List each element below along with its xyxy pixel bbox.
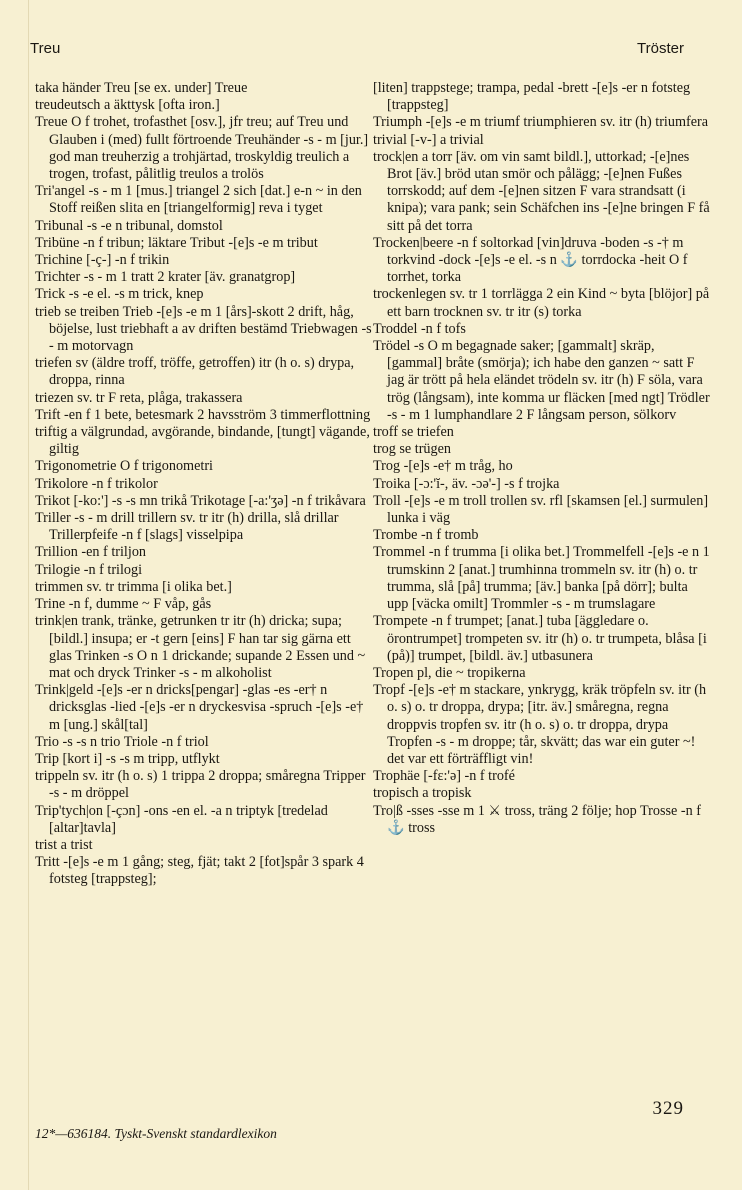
dictionary-entry: Tritt -[e]s -e m 1 gång; steg, fjät; takt 2 [fot]spår 3 spark 4 fotsteg [trappsteg]; xyxy=(35,854,364,888)
dictionary-entry: trockenlegen sv. tr 1 torrlägga 2 ein Kind ~ byta [blöjor] på ett barn trocknen sv. tr itr (s) torka xyxy=(373,286,710,320)
dictionary-entry: Trillion -en f triljon xyxy=(35,544,147,561)
dictionary-entry: trog se trügen xyxy=(373,441,452,458)
dictionary-entry: trock|en a torr [äv. om vin samt bildl.], uttorkad; -[e]nes Brot [äv.] bröd utan smör och pålägg; -[e]nen Fußes torrskodd; auf dem -[e]nen sitzen F vara strandsatt (i knipa); vara pank; sein Schäfchen ins -[e]ne bringen F få sitt på det torra xyxy=(373,148,710,234)
right-column xyxy=(373,80,711,837)
dictionary-entry: Tropf -[e]s -e† m stackare, ynkrygg, kräk tröpfeln sv. itr (h o. s) o. tr droppa, drypa; [itr. äv.] småregna, regna droppvis tropfen sv. itr (h o. s) o. tr droppa, drypa Tropfen -s - m droppe; tår, skvätt; das war ein guter ~! det var ett förträffligt vin! xyxy=(373,682,707,767)
dictionary-entry: troff se triefen xyxy=(373,424,454,441)
dictionary-entry: Trift -en f 1 bete, betesmark 2 havsström 3 timmerflottning xyxy=(35,406,371,423)
dictionary-entry: Tri'angel -s - m 1 [mus.] triangel 2 sich [dat.] e-n ~ in den Stoff reißen slita en [triangelformig] reva i tyget xyxy=(35,183,362,217)
dictionary-entry: trivial [-v-] a trivial xyxy=(373,131,484,148)
page-number: 329 xyxy=(652,1098,684,1119)
dictionary-entry: Treue O f trohet, trofasthet [osv.], jfr treu; auf Treu und Glauben i (med) fullt förtroende Treuhänder -s - m [jur.] god man treuherzig a trohjärtad, troskyldig treulich a trogen, trofast, pålitlig treulos a trolös xyxy=(35,114,369,183)
dictionary-entry: Triller -s - m drill trillern sv. tr itr (h) drilla, slå drillar Trillerpfeife -n f [slags] visselpipa xyxy=(35,510,339,544)
dictionary-entry: Trompete -n f trumpet; [anat.] tuba [äggledare o. örontrumpet] trompeten sv. itr (h) o. tr trumpeta, blåsa [i (på)] trumpet, [bildl. äv.] utbasunera xyxy=(373,613,707,664)
dictionary-entry: Troddel -n f tofs xyxy=(373,320,466,337)
dictionary-entry: Trichine [-ç-] -n f trikin xyxy=(35,252,170,269)
dictionary-entry: Trikot [-ko:'] -s -s mn trikå Trikotage [-a:'ʒə] -n f trikåvara xyxy=(35,492,366,509)
print-signature-footer: 12*—636184. Tyskt-Svenskt standardlexikon xyxy=(35,1126,277,1141)
dictionary-entry: Tro|ß -sses -sse m 1 ⚔ tross, träng 2 följe; hop Trosse -n f ⚓ tross xyxy=(373,802,701,836)
dictionary-entry: Trip [kort i] -s -s m tripp, utflykt xyxy=(35,750,220,767)
dictionary-entry: Trommel -n f trumma [i olika bet.] Trommelfell -[e]s -e n 1 trumskinn 2 [anat.] trumhinna trommeln sv. itr (h) o. tr trumma, slå [på] trumma; [äv.] banka [på dörr]; bulta upp [väcka omilt] Trommler -s - m trumslagare xyxy=(373,544,710,613)
dictionary-entry: Trikolore -n f trikolor xyxy=(35,475,158,492)
dictionary-entry: taka händer Treu [se ex. under] Treue xyxy=(35,80,248,96)
dictionary-entry: trieb se treiben Trieb -[e]s -e m 1 [års]-skott 2 drift, håg, böjelse, lust triebhaft a av driften bestämd Triebwagen -s - m motorvagn xyxy=(35,303,372,355)
dictionary-entry: trink|en trank, tränke, getrunken tr itr (h) dricka; supa; [bildl.] insupa; er -t gern [eins] F han tar sig gärna ett glas Trinken -s O n 1 drickande; supande 2 Essen und ~ mat och dryck Trinker -s - m alkoholist xyxy=(35,613,366,681)
header-first-word: Treu xyxy=(30,40,61,57)
dictionary-entry: Trip'tych|on [-çɔn] -ons -en el. -a n triptyk [tredelad [altar]tavla] xyxy=(35,802,328,836)
dictionary-entry: triefen sv (äldre troff, tröffe, getroffen) itr (h o. s) drypa, droppa, rinna xyxy=(35,355,355,389)
left-column xyxy=(35,80,373,889)
dictionary-entry: Tropen pl, die ~ tropikerna xyxy=(373,664,526,681)
dictionary-entry: Troika [-ɔ:'ĭ-, äv. -ɔə'-] -s f trojka xyxy=(373,475,560,492)
dictionary-entry: Trick -s -e el. -s m trick, knep xyxy=(35,286,204,303)
dictionary-entry: Troll -[e]s -e m troll trollen sv. rfl [skamsen [el.] surmulen] lunka i väg xyxy=(373,492,709,527)
dictionary-entry: Trödel -s O m begagnade saker; [gammalt] skräp, [gammal] bråte (smörja); ich habe den ganzen ~ satt F jag är trött på hela eländet trödeln sv. itr (h) F söla, vara trög (långsam), inte komma ur fläcken [med ngt] Trödler -s - m 1 lumphandlare 2 F långsam person, sölkorv xyxy=(373,338,710,423)
dictionary-entry: triezen sv. tr F reta, plåga, trakassera xyxy=(35,389,243,406)
dictionary-entry: trimmen sv. tr trimma [i olika bet.] xyxy=(35,578,232,595)
dictionary-entry: treudeutsch a äkttysk [ofta iron.] xyxy=(35,97,220,114)
dictionary-entry: tropisch a tropisk xyxy=(373,785,472,802)
header-last-word: Tröster xyxy=(637,40,684,57)
dictionary-entry: Trichter -s - m 1 tratt 2 krater [äv. granatgrop] xyxy=(35,269,296,286)
dictionary-entry: trippeln sv. itr (h o. s) 1 trippa 2 droppa; småregna Tripper -s - m dröppel xyxy=(35,768,366,802)
dictionary-entry: Trine -n f, dumme ~ F våp, gås xyxy=(35,596,212,613)
dictionary-entry: Trog -[e]s -e† m tråg, ho xyxy=(373,458,513,475)
dictionary-entry: Trophäe [-fɛ:'ə] -n f trofé xyxy=(373,768,515,785)
dictionary-entry: Trigonometrie O f trigonometri xyxy=(35,458,213,475)
dictionary-entry: trist a trist xyxy=(35,836,93,853)
dictionary-entry: Trilogie -n f trilogi xyxy=(35,561,143,578)
page-edge-line xyxy=(28,0,29,1190)
dictionary-entry: Tribüne -n f tribun; läktare Tribut -[e]s -e m tribut xyxy=(35,234,318,251)
dictionary-entry: triftig a välgrundad, avgörande, bindande, [tungt] vägande, giltig xyxy=(35,424,370,458)
dictionary-entry: Tribunal -s -e n tribunal, domstol xyxy=(35,217,223,234)
dictionary-entry: Trombe -n f tromb xyxy=(373,527,479,544)
dictionary-entry: Trocken|beere -n f soltorkad [vin]druva -boden -s -† m torkvind -dock -[e]s -e el. -s n ⚓ torrdocka -heit O f torrhet, torka xyxy=(373,234,688,286)
dictionary-entry: Trink|geld -[e]s -er n dricks[pengar] -glas -es -er† n dricksglas -lied -[e]s -er n dryckesvisa -spruch -[e]s -e† m [ung.] skål[tal] xyxy=(35,682,364,733)
dictionary-entry: [liten] trappstege; trampa, pedal -brett -[e]s -er n fotsteg [trappsteg] xyxy=(373,80,691,114)
dictionary-entry: Triumph -[e]s -e m triumf triumphieren sv. itr (h) triumfera xyxy=(373,114,709,131)
dictionary-entry: Trio -s -s n trio Triole -n f triol xyxy=(35,733,209,750)
